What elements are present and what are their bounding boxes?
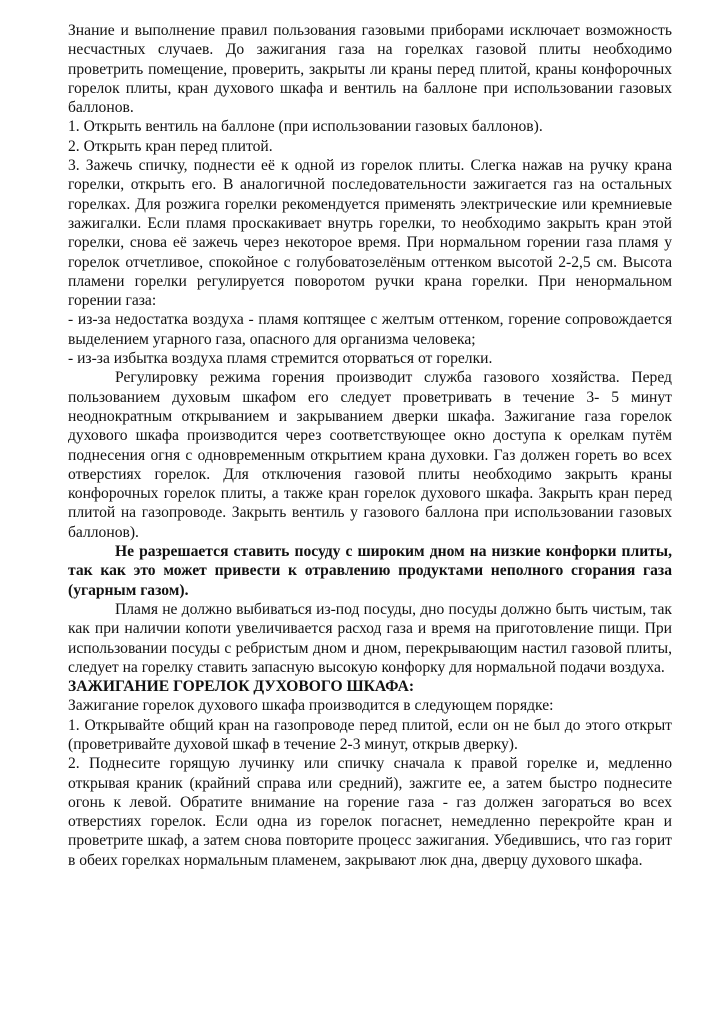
bullet-air-shortage: - из-за недостатка воздуха - пламя коптящее с желтым оттенком, горение сопровождается выделением угарного газа, опасного для организма человека; [68, 311, 672, 348]
intro-paragraph: Знание и выполнение правил пользования газовыми приборами исключает возможность несчастных случаев. До зажигания газа на горелках газовой плиты необходимо проветрить помещение, проверить, закрыты ли краны перед плитой, краны конфорочных горелок плиты, кран духового шкафа и вентиль на баллоне при использовании газовых баллонов. [68, 22, 672, 117]
oven-intro: Зажигание горелок духового шкафа производится в следующем порядке: [68, 697, 554, 715]
bullet-air-excess: - из-за избытка воздуха пламя стремится оторваться от горелки. [68, 350, 493, 368]
step-1: 1. Открыть вентиль на баллоне (при использовании газовых баллонов). [68, 118, 543, 136]
step-3: 3. Зажечь спичку, поднести её к одной из горелок плиты. Слегка нажав на ручку крана горелки, открыть его. В аналогичной последовательности зажигается газ на остальных горелках. Для розжига горелки рекомендуется применять электрические или кремниевые зажигалки. Если пламя проскакивает внутрь горелки, то необходимо закрыть кран этой горелки, снова её зажечь через некоторое время. При нормальном горении газа пламя у горелок отчетливое, спокойное с голубоватозелёным оттенком высотой 2-2,5 см. Высота пламени горелки регулируется поворотом ручки крана горелки. При ненормальном горении газа: [68, 157, 672, 310]
flame-paragraph: Пламя не должно выбиваться из-под посуды, дно посуды должно быть чистым, так как при наличии копоти увеличивается расход газа и время на приготовление пищи. При использовании посуды с ребристым дном и дном, перекрывающим настил газовой плиты, следует на горелку ставить запасную высокую конфорку для нормальной подачи воздуха. [68, 600, 672, 676]
oven-step-1: 1. Открывайте общий кран на газопроводе перед плитой, если он не был до этого открыт (проветривайте духовой шкаф в течение 2-3 минут, открыв дверку). [68, 716, 672, 753]
oven-step-2: 2. Поднесите горящую лучинку или спичку сначала к правой горелке и, медленно открывая краник (крайний справа или средний), зажгите ее, а затем быстро поднесите огонь к левой. Обратите внимание на горение газа - газ должен загораться во всех отверстиях горелок. Если одна из горелок погаснет, немедленно перекройте кран и проветрите шкаф, а затем снова повторите процесс зажигания. Убедившись, что газ горит в обеих горелках нормальным пламенем, закрывают люк дна, дверцу духового шкафа. [68, 755, 672, 869]
regulation-paragraph: Регулировку режима горения производит служба газового хозяйства. Перед пользованием духовым шкафом его следует проветривать в течение 3- 5 минут неоднократным открыванием и закрыванием дверки шкафа. Зажигание газа горелок духового шкафа производится через соответствующее окно доступа к орелкам путём поднесения огня с одновременным открытием крана духовки. Газ должен гореть во всех отверстиях горелок. Для отключения газовой плиты необходимо закрыть краны конфорочных горелок плиты, а также кран горелок духового шкафа. Закрыть кран перед плитой на газопроводе. Закрыть вентиль у газового баллона при использовании газовых баллонов). [68, 369, 672, 541]
step-2: 2. Открыть кран перед плитой. [68, 137, 273, 155]
section-heading: ЗАЖИГАНИЕ ГОРЕЛОК ДУХОВОГО ШКАФА: [68, 678, 415, 696]
warning-paragraph: Не разрешается ставить посуду с широким дном на низкие конфорки плиты, так как это может привести к отравлению продуктами неполного сгорания газа (угарным газом). [68, 543, 672, 599]
